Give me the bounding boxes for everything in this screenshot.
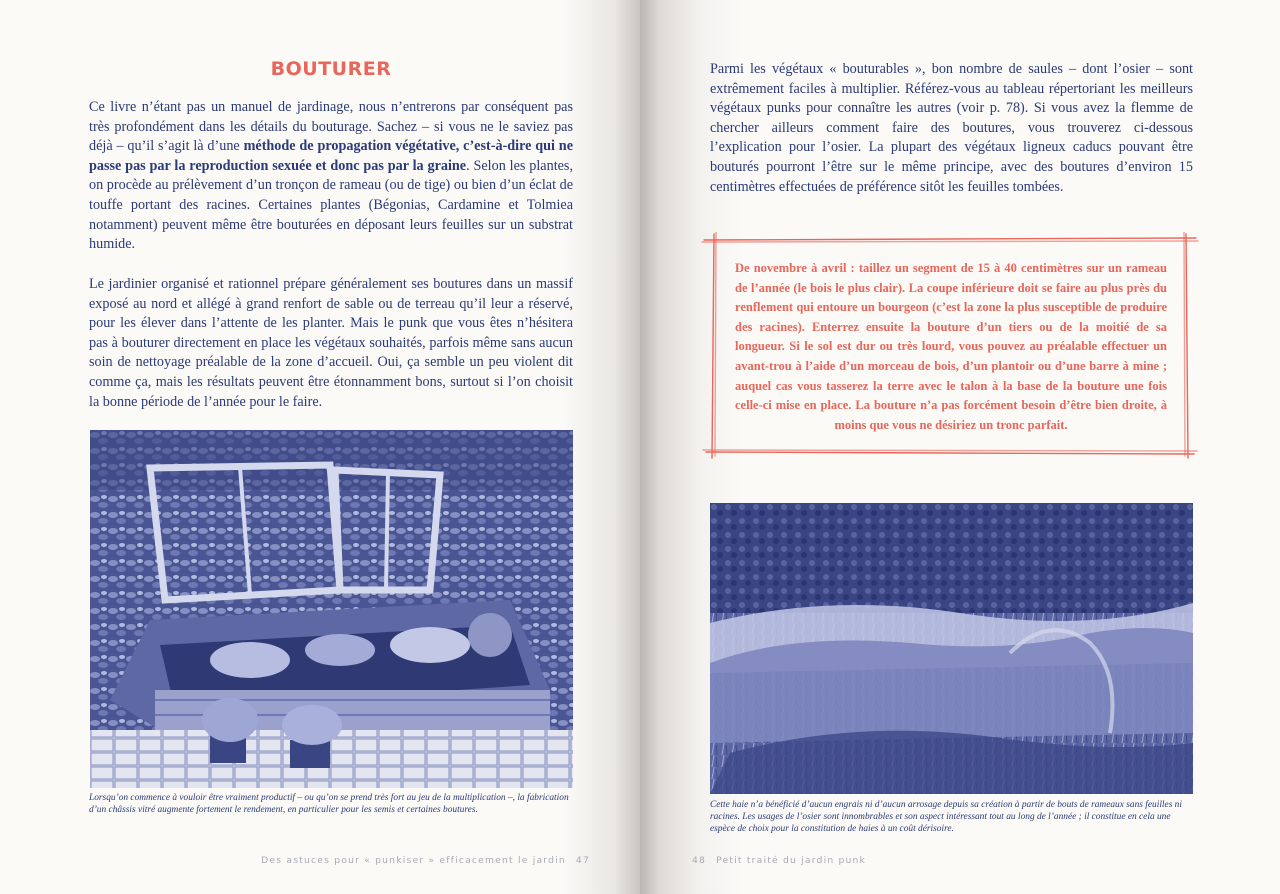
left-paragraph-1 [89,98,573,255]
left-paragraph-2: Le jardinier organisé et rationnel prépare généralement ses boutures dans un massif exposé au nord et allégé à grand renfort de sable ou de terreau qu’il leur a réservé, pour les élever dans l’attente de les planter. Mais le punk que vous êtes n’hésitera pas à bouturer directement en place les végétaux souhaités, parfois même sans aucun soin de nettoyage préalable de la zone d’accueil. Oui, ça semble un peu violent dit comme ça, mais les résultats peuvent être étonnamment bons, surtout si l’on choisit la bonne période de l’année pour le faire. [89,276,573,410]
cold-frame-photo [90,430,573,788]
para1-run-3: . Selon les plantes, on procède au prélèvement d’un tronçon de rameau (ou de tige) ou bien d’un éclat de touffe portant des racines. Certaines plantes (Bégonias, Cardamine et Tolmiea notamment) peuvent même être bouturées en déposant leurs feuilles sur un substrat humide. [89,157,573,253]
right-footer [682,855,866,866]
instruction-box [714,240,1186,452]
para1-emphasis: méthode de propagation végétative, c’est-à-dire qui ne passe pas par la reproduction sexuée et donc pas par la graine [89,138,573,174]
right-paragraph-1: Parmi les végétaux « bouturables », bon nombre de saules – dont l’osier – sont extrêmement faciles à multiplier. Référez-vous au tableau répertoriant les meilleurs végétaux punks pour connaître les autres (voir p. 78). Si vous avez la flemme de chercher ailleurs comment faire des boutures, vous trouverez ci-dessous l’explication pour l’osier. La plupart des végétaux ligneux caducs pouvant être bouturés pourront l’être sur le même principe, avec des boutures d’environ 15 centimètres effectuées de préférence sitôt les feuilles tombées. [710,61,1193,195]
right-running-head: Petit traité du jardin punk [716,855,867,866]
right-page [640,0,1280,894]
para1-run-1: Ce livre n’étant pas un manuel de jardinage, nous n’entrerons par conséquent pas très profondément dans les détails du bouturage. Sachez – si vous ne le saviez pas déjà – qu’il s’agit là d’une [89,99,573,155]
willow-hedge-illustration [710,503,1193,794]
cold-frame-illustration [90,430,573,788]
left-running-head: Des astuces pour « punkiser » efficacement le jardin [261,855,566,866]
left-footer [261,855,600,866]
willow-hedge-photo [710,503,1193,794]
left-photo-caption: Lorsqu’on commence à vouloir être vraiment productif – ou qu’on se prend très fort au jeu de la multiplication –, la fabrication d’un châssis vitré augmente fortement le rendement, en particulier pour les semis et certaines boutures. [89,793,569,815]
right-page-number: 48 [692,855,707,866]
left-page-number: 47 [575,855,590,866]
right-photo-caption: Cette haie n’a bénéficié d’aucun engrais ni d’aucun arrosage depuis sa création à partir de bouts de rameaux sans feuilles ni racines. Les usages de l’osier sont innombrables et son aspect intéressant tout au long de l’année ; il constitue en cela une espèce de choix pour la constitution de haies à un coût dérisoire. [710,800,1182,834]
section-title: BOUTURER [270,58,392,80]
instruction-text: De novembre à avril : taillez un segment de 15 à 40 centimètres sur un rameau de l’année (le bois le plus clair). La coupe inférieure doit se faire au plus près du renflement qui entoure un bourgeon (c’est la zone la plus susceptible de produire des racines). Enterrez ensuite la bouture d’un tiers ou de la moitié de sa longueur. Si le sol est dur ou très lourd, vous pouvez au préalable effectuer un avant-trou à l’aide d’un morceau de bois, d’un plantoir ou d’une barre à mine ; auquel cas vous tasserez la terre avec le talon à la base de la bouture une fois celle-ci mise en place. La bouture n’a pas forcément besoin d’être bien droite, à moins que vous ne désiriez un tronc parfait. [735,261,1167,432]
